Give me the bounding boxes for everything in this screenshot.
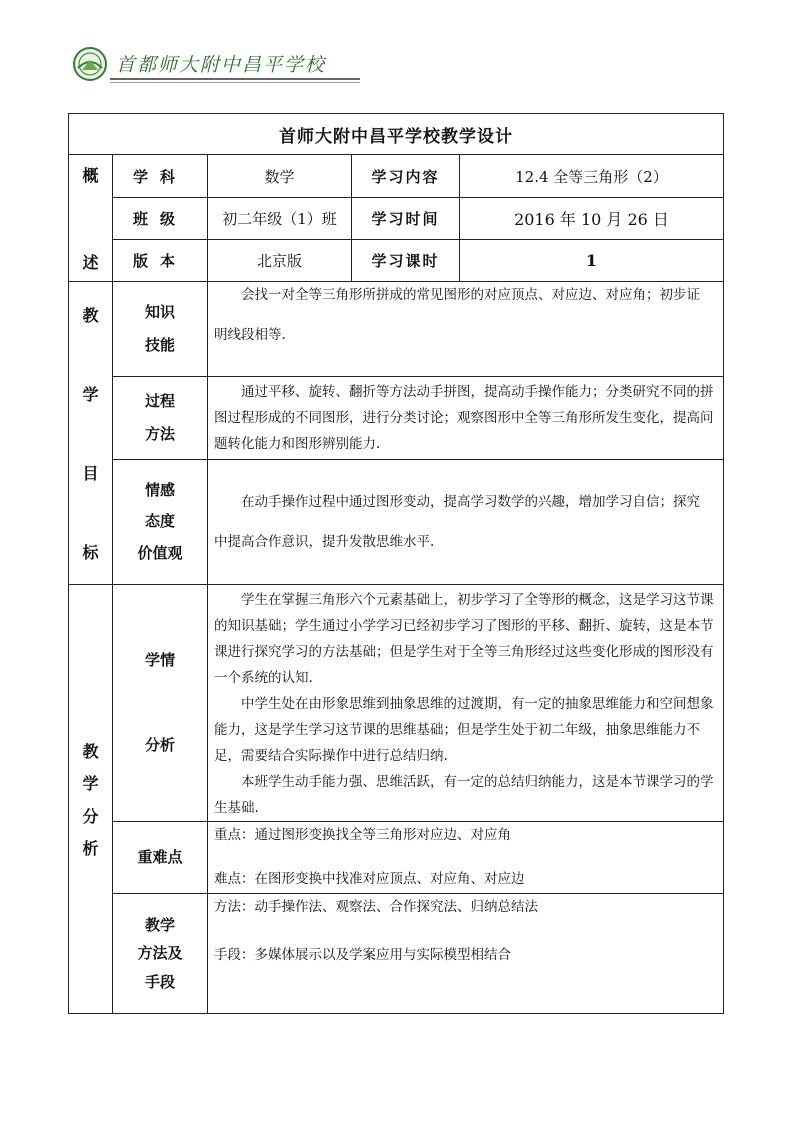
emotion-label: 情感 态度 价值观 bbox=[113, 460, 208, 585]
hours-label: 学习课时 bbox=[352, 240, 460, 282]
class-label: 班级 bbox=[113, 198, 208, 240]
time-label: 学习时间 bbox=[352, 198, 460, 240]
analysis-side-label: 教 学 分 析 bbox=[69, 585, 113, 1014]
content-label: 学习内容 bbox=[352, 155, 460, 198]
edition-value: 北京版 bbox=[208, 240, 352, 282]
process-label: 过程 方法 bbox=[113, 377, 208, 460]
method-text: 方法：动手操作法、观察法、合作探究法、归纳总结法 手段：多媒体展示以及学案应用与实际模型相结合 bbox=[208, 894, 724, 1014]
school-name: 首都师大附中昌平学校 bbox=[116, 54, 327, 76]
header-divider-thin bbox=[110, 82, 360, 83]
knowledge-text: 会找一对全等三角形所拼成的常见图形的对应顶点、对应边、对应角；初步证 明线段相等. bbox=[208, 282, 724, 377]
method-label: 教学 方法及 手段 bbox=[113, 894, 208, 1014]
overview-side-label: 概 述 bbox=[69, 155, 113, 282]
class-value: 初二年级（1）班 bbox=[208, 198, 352, 240]
student-analysis-text: 学生在掌握三角形六个元素基础上，初步学习了全等形的概念，这是学习这节课的知识基础；学生通过小学学习已经初步学习了图形的平移、翻折、旋转，这是本节课进行探究学习的方法基础；但是学生对于全等三角形经过这些变化形成的图形没有一个系统的认知. 中学生处在由形象思维到抽象思维的过渡期，有一定的抽象思维能力和空间想象能力，这是学生学习这节课的思维基础；但是学生处于初二年级，抽象思维能力不足，需要结合实际操作中进行总结归纳. 本班学生动手能力强、思维活跃，有一定的总结归纳能力，这是本节课学习的学生基础. bbox=[208, 585, 724, 822]
hours-value: 1 bbox=[460, 240, 724, 282]
process-text: 通过平移、旋转、翻折等方法动手拼图，提高动手操作能力；分类研究不同的拼图过程形成的不同图形，进行分类讨论；观察图形中全等三角形所发生变化，提高问题转化能力和图形辨别能力. bbox=[208, 377, 724, 460]
subject-label: 学科 bbox=[113, 155, 208, 198]
subject-value: 数学 bbox=[208, 155, 352, 198]
key-difficult-label: 重难点 bbox=[113, 822, 208, 894]
key-difficult-text: 重点：通过图形变换找全等三角形对应边、对应角 难点：在图形变换中找准对应顶点、对应角、对应边 bbox=[208, 822, 724, 894]
goals-side-label: 教 学 目 标 bbox=[69, 282, 113, 585]
emotion-text: 在动手操作过程中通过图形变动，提高学习数学的兴趣，增加学习自信；探究 中提高合作意识，提升发散思维水平. bbox=[208, 460, 724, 585]
page-header bbox=[70, 40, 730, 88]
knowledge-label: 知识 技能 bbox=[113, 282, 208, 377]
student-analysis-label: 学情 分析 bbox=[113, 585, 208, 822]
content-value: 12.4 全等三角形（2） bbox=[460, 155, 724, 198]
time-value: 2016 年 10 月 26 日 bbox=[460, 198, 724, 240]
table-title: 首师大附中昌平学校教学设计 bbox=[69, 114, 724, 155]
lesson-plan-table bbox=[68, 113, 724, 1014]
header-divider bbox=[110, 78, 360, 80]
school-logo-icon bbox=[72, 46, 108, 82]
edition-label: 版本 bbox=[113, 240, 208, 282]
